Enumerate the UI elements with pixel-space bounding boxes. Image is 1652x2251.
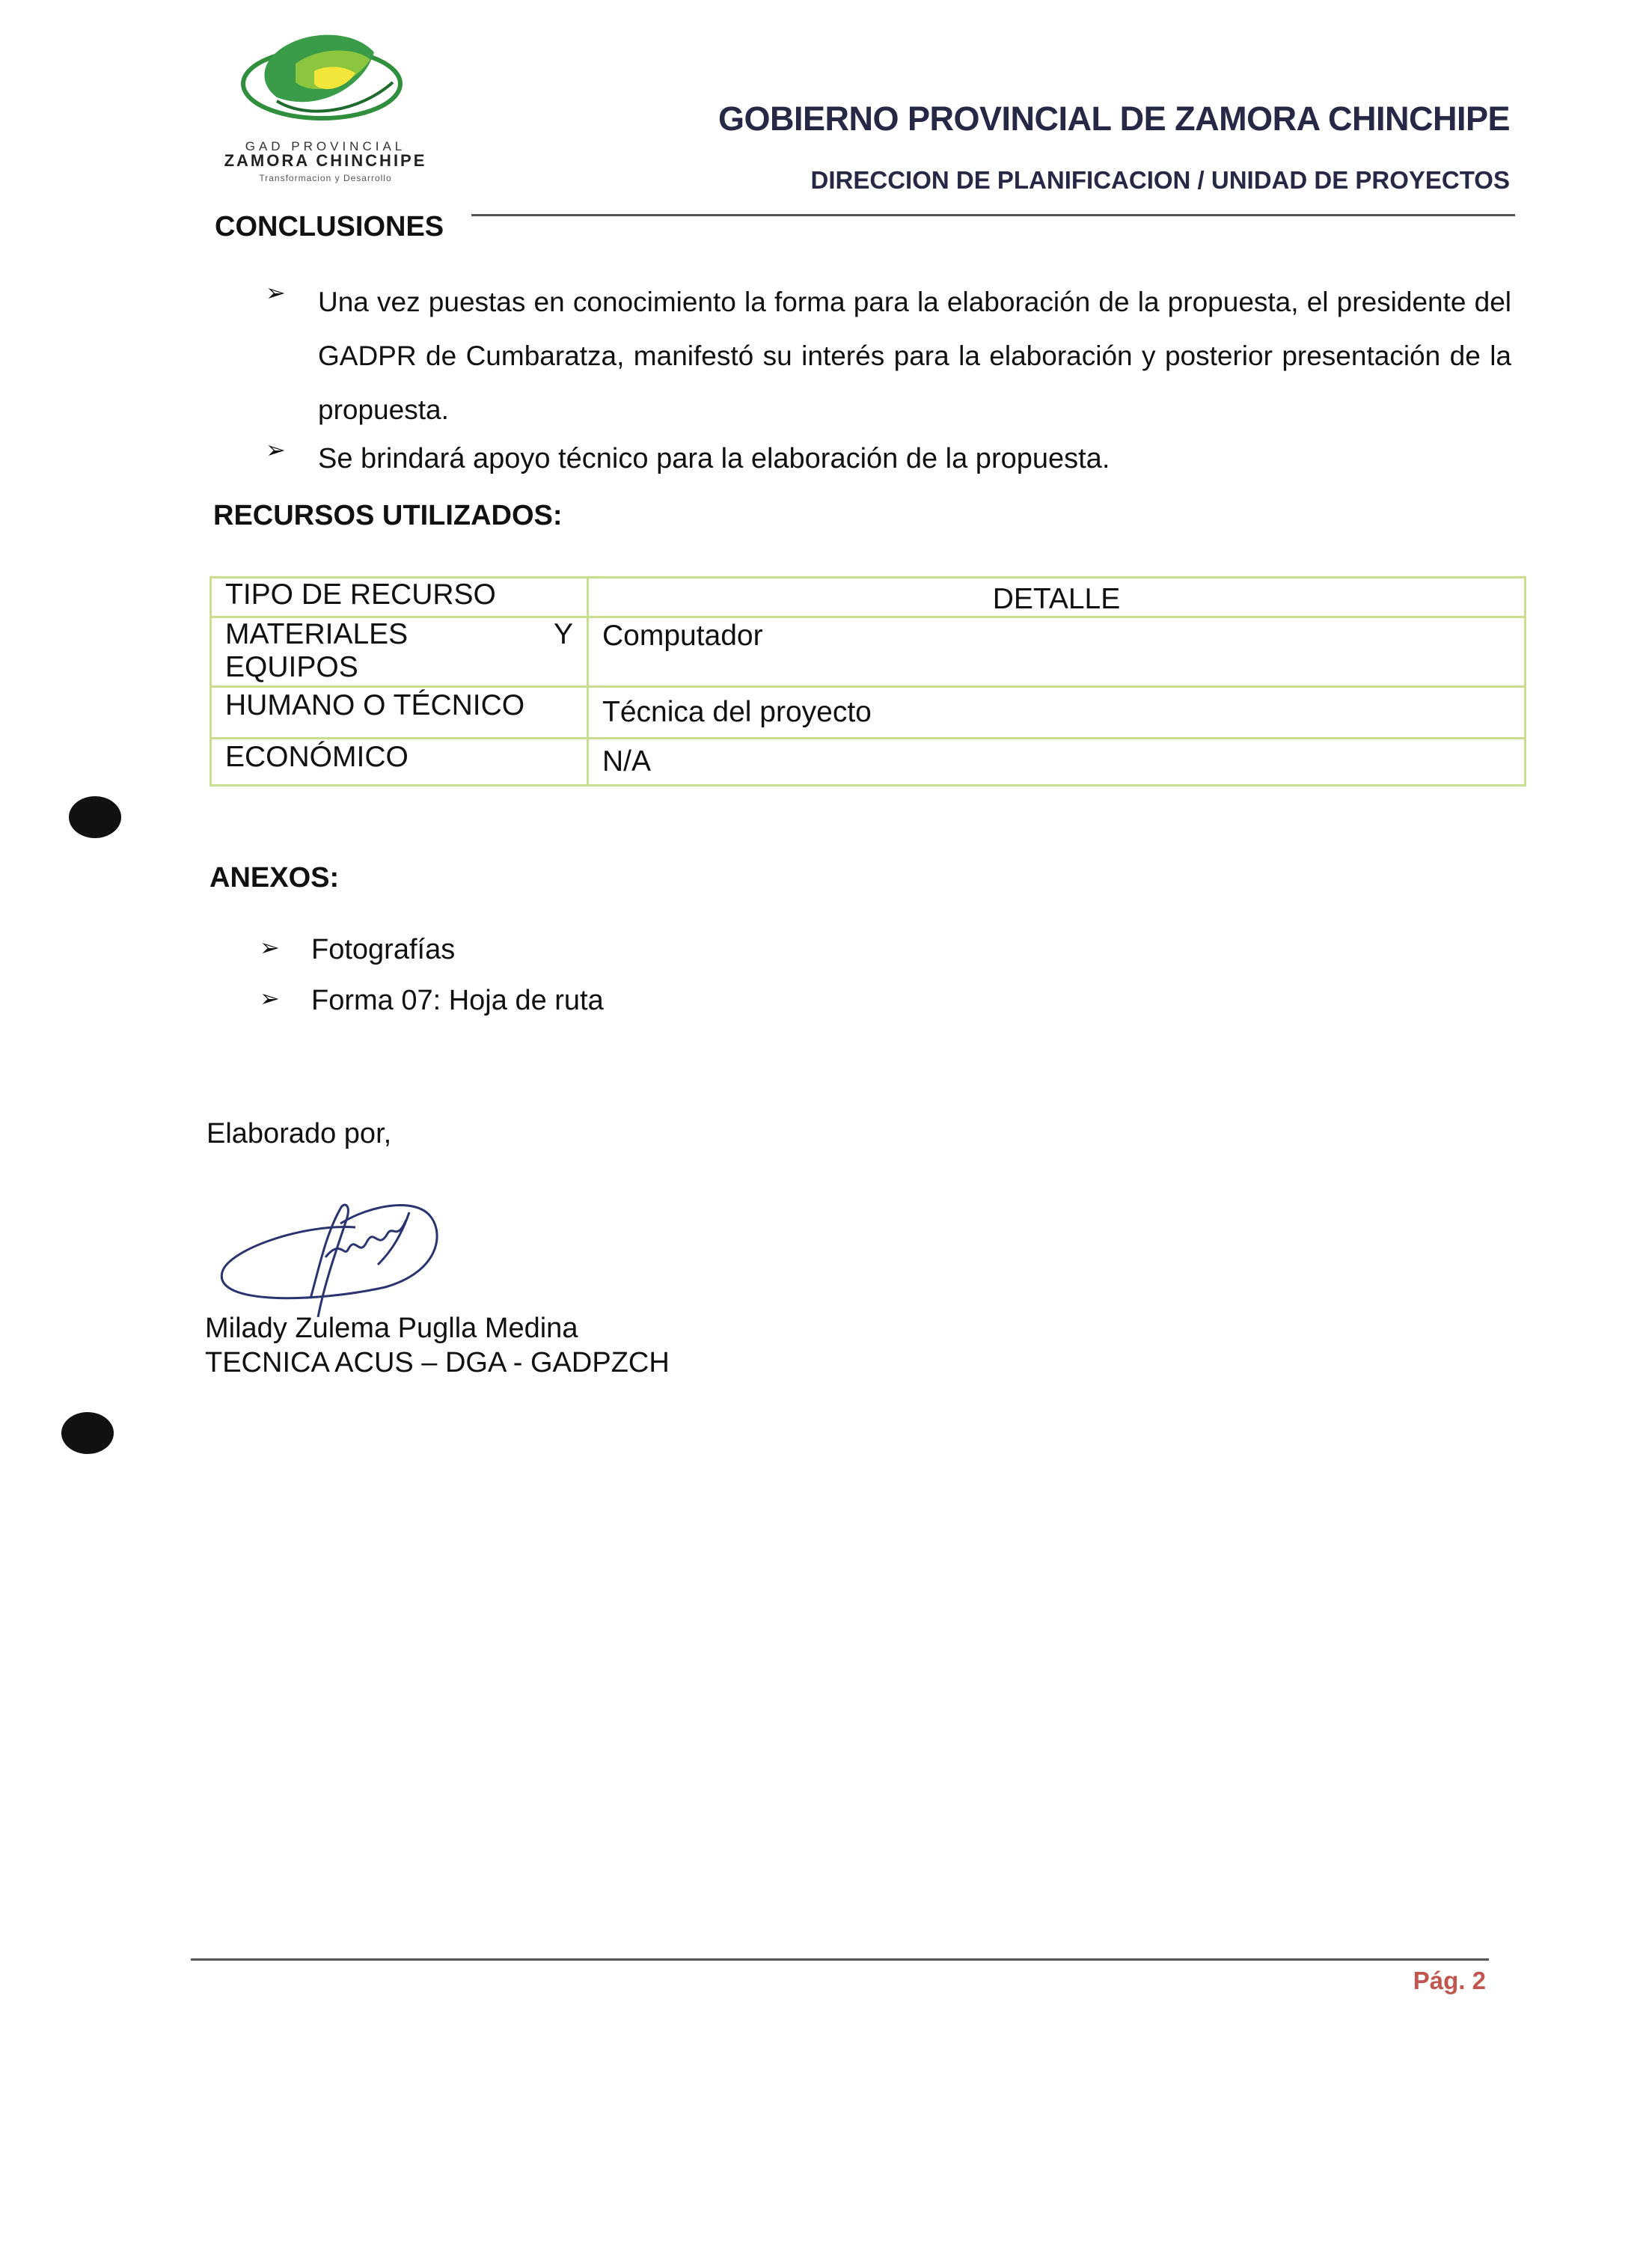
page-number: Pág. 2: [1413, 1967, 1486, 1994]
anexo-item: Fotografías: [311, 934, 456, 965]
elaborado-label: Elaborado por,: [206, 1118, 392, 1149]
logo-text-line1: GAD PROVINCIAL: [245, 139, 406, 153]
punch-hole: [61, 1412, 114, 1454]
column-header-tipo: TIPO DE RECURSO: [211, 578, 588, 617]
recursos-table: [209, 576, 1526, 787]
logo-text-line2: ZAMORA CHINCHIPE: [224, 151, 427, 170]
leaf-logo-icon: [224, 30, 419, 142]
tipo-cell: HUMANO O TÉCNICO: [211, 687, 588, 739]
conclusion-item: Se brindará apoyo técnico para la elaboración de la propuesta.: [318, 443, 1110, 474]
header-title: GOBIERNO PROVINCIAL DE ZAMORA CHINCHIPE: [718, 100, 1510, 138]
detalle-cell: Técnica del proyecto: [588, 687, 1526, 739]
table-header-row: [211, 578, 1526, 617]
detalle-cell: Computador: [588, 617, 1526, 687]
punch-hole: [69, 796, 121, 838]
tipo-text: EQUIPOS: [225, 651, 358, 683]
bullet-arrow-icon: ➢: [266, 279, 286, 306]
bullet-arrow-icon: ➢: [260, 934, 280, 961]
anexo-item: Forma 07: Hoja de ruta: [311, 985, 604, 1016]
header-divider: [471, 214, 1515, 216]
anexos-heading: ANEXOS:: [209, 862, 340, 894]
bullet-arrow-icon: ➢: [260, 985, 280, 1012]
detalle-cell: N/A: [588, 739, 1526, 786]
signature-image: [213, 1167, 445, 1325]
table-row: [211, 739, 1526, 786]
header-subtitle: DIRECCION DE PLANIFICACION / UNIDAD DE PROYECTOS: [810, 166, 1510, 194]
conclusion-item: Una vez puestas en conocimiento la forma para la elaboración de la propuesta, el presidente del GADPR de Cumbaratza, manifestó su interés para la elaboración y posterior presentación de la propuesta.: [318, 287, 1511, 425]
conclusiones-heading: CONCLUSIONES: [215, 211, 444, 242]
signer-role: TECNICA ACUS – DGA - GADPZCH: [205, 1347, 670, 1378]
recursos-heading: RECURSOS UTILIZADOS:: [213, 500, 563, 531]
logo-text-line3: Transformacion y Desarrollo: [259, 173, 392, 183]
tipo-cell: ECONÓMICO: [211, 739, 588, 786]
tipo-text: Y: [553, 618, 573, 650]
signer-name: Milady Zulema Puglla Medina: [205, 1313, 578, 1344]
gad-logo: [217, 30, 434, 191]
footer-divider: [191, 1958, 1489, 1961]
table-row: [211, 617, 1526, 687]
column-header-detalle: DETALLE: [588, 578, 1526, 617]
table-row: [211, 687, 1526, 739]
tipo-cell: [211, 617, 588, 687]
bullet-arrow-icon: ➢: [266, 436, 286, 463]
tipo-text: MATERIALES: [225, 618, 409, 650]
